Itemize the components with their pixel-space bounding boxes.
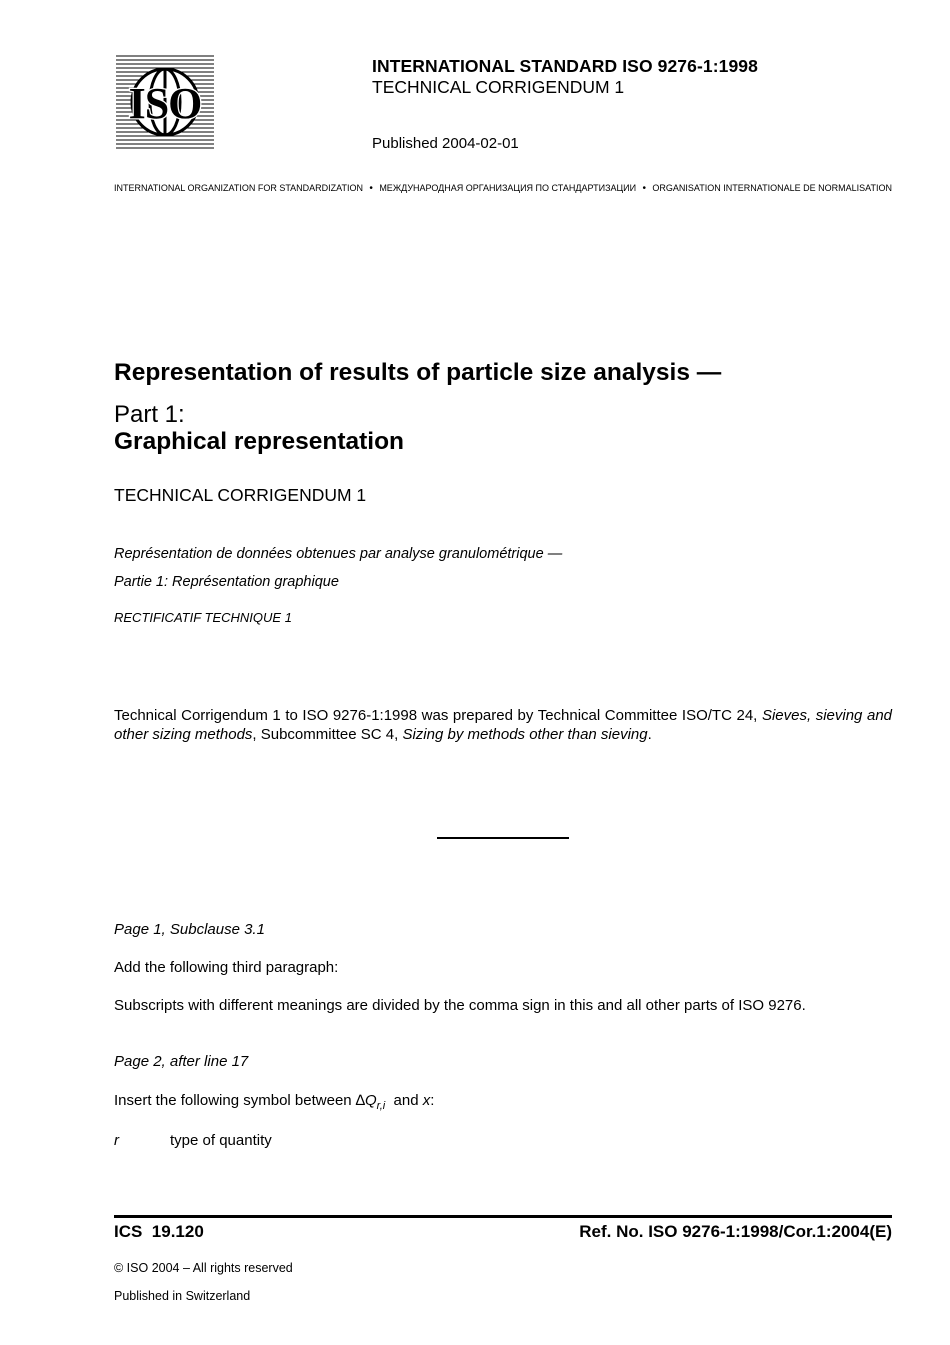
section-separator <box>437 837 569 839</box>
french-part-title: Partie 1: Représentation graphique <box>114 574 339 590</box>
copyright: © ISO 2004 – All rights reserved <box>114 1261 293 1275</box>
part-label: Part 1: <box>114 401 185 428</box>
document-title: Representation of results of particle size analysis — <box>114 359 722 386</box>
intro-paragraph: Technical Corrigendum 1 to ISO 9276-1:1998 was prepared by Technical Committee ISO/TC 24, Sieves, sieving and other sizing methods, Subcommittee SC 4, Sizing by methods other than sieving. <box>114 707 893 743</box>
reference-number: Ref. No. ISO 9276-1:1998/Cor.1:2004(E) <box>579 1222 892 1241</box>
organization-line <box>114 183 892 194</box>
standard-title: INTERNATIONAL STANDARD ISO 9276-1:1998 <box>372 56 758 76</box>
committee-title: Sieves, sieving and other sizing methods <box>114 707 893 743</box>
logo-text: ISO <box>128 79 202 128</box>
correction-2-location: Page 2, after line 17 <box>114 1053 249 1070</box>
symbol: r <box>114 1132 119 1149</box>
org-name-en: INTERNATIONAL ORGANIZATION FOR STANDARDIZATION <box>114 183 364 193</box>
symbol-definition: type of quantity <box>170 1132 272 1149</box>
org-name-ru: МЕЖДУНАРОДНАЯ ОРГАНИЗАЦИЯ ПО СТАНДАРТИЗАЦИИ <box>379 183 637 193</box>
part-title: Graphical representation <box>114 428 405 455</box>
footer-rule <box>114 1215 892 1218</box>
correction-1-text: Subscripts with different meanings are divided by the comma sign in this and all other parts of ISO 9276. <box>114 997 806 1014</box>
correction-1-location: Page 1, Subclause 3.1 <box>114 921 265 938</box>
org-name-fr: ORGANISATION INTERNATIONALE DE NORMALISATION <box>652 183 892 193</box>
published-in: Published in Switzerland <box>114 1289 251 1303</box>
correction-2-instruction: Insert the following symbol between $\Delta Q_{r,i}$ and x: <box>114 1092 435 1112</box>
standard-subtitle: TECHNICAL CORRIGENDUM 1 <box>372 77 625 97</box>
published-date: Published 2004-02-01 <box>372 135 519 152</box>
org-separator: • <box>642 183 647 194</box>
delta-symbol: ∆ <box>355 1092 365 1109</box>
org-separator: • <box>369 183 373 194</box>
correction-1-instruction: Add the following third paragraph: <box>114 959 339 976</box>
french-corrigendum-label: RECTIFICATIF TECHNIQUE 1 <box>114 610 292 625</box>
subcommittee-title: Sizing by methods other than sieving <box>402 726 648 743</box>
iso-logo <box>116 55 214 149</box>
corrigendum-label: TECHNICAL CORRIGENDUM 1 <box>114 485 367 505</box>
french-title: Représentation de données obtenues par analyse granulométrique — <box>114 546 563 562</box>
ics-code: ICS 19.120 <box>114 1222 204 1241</box>
